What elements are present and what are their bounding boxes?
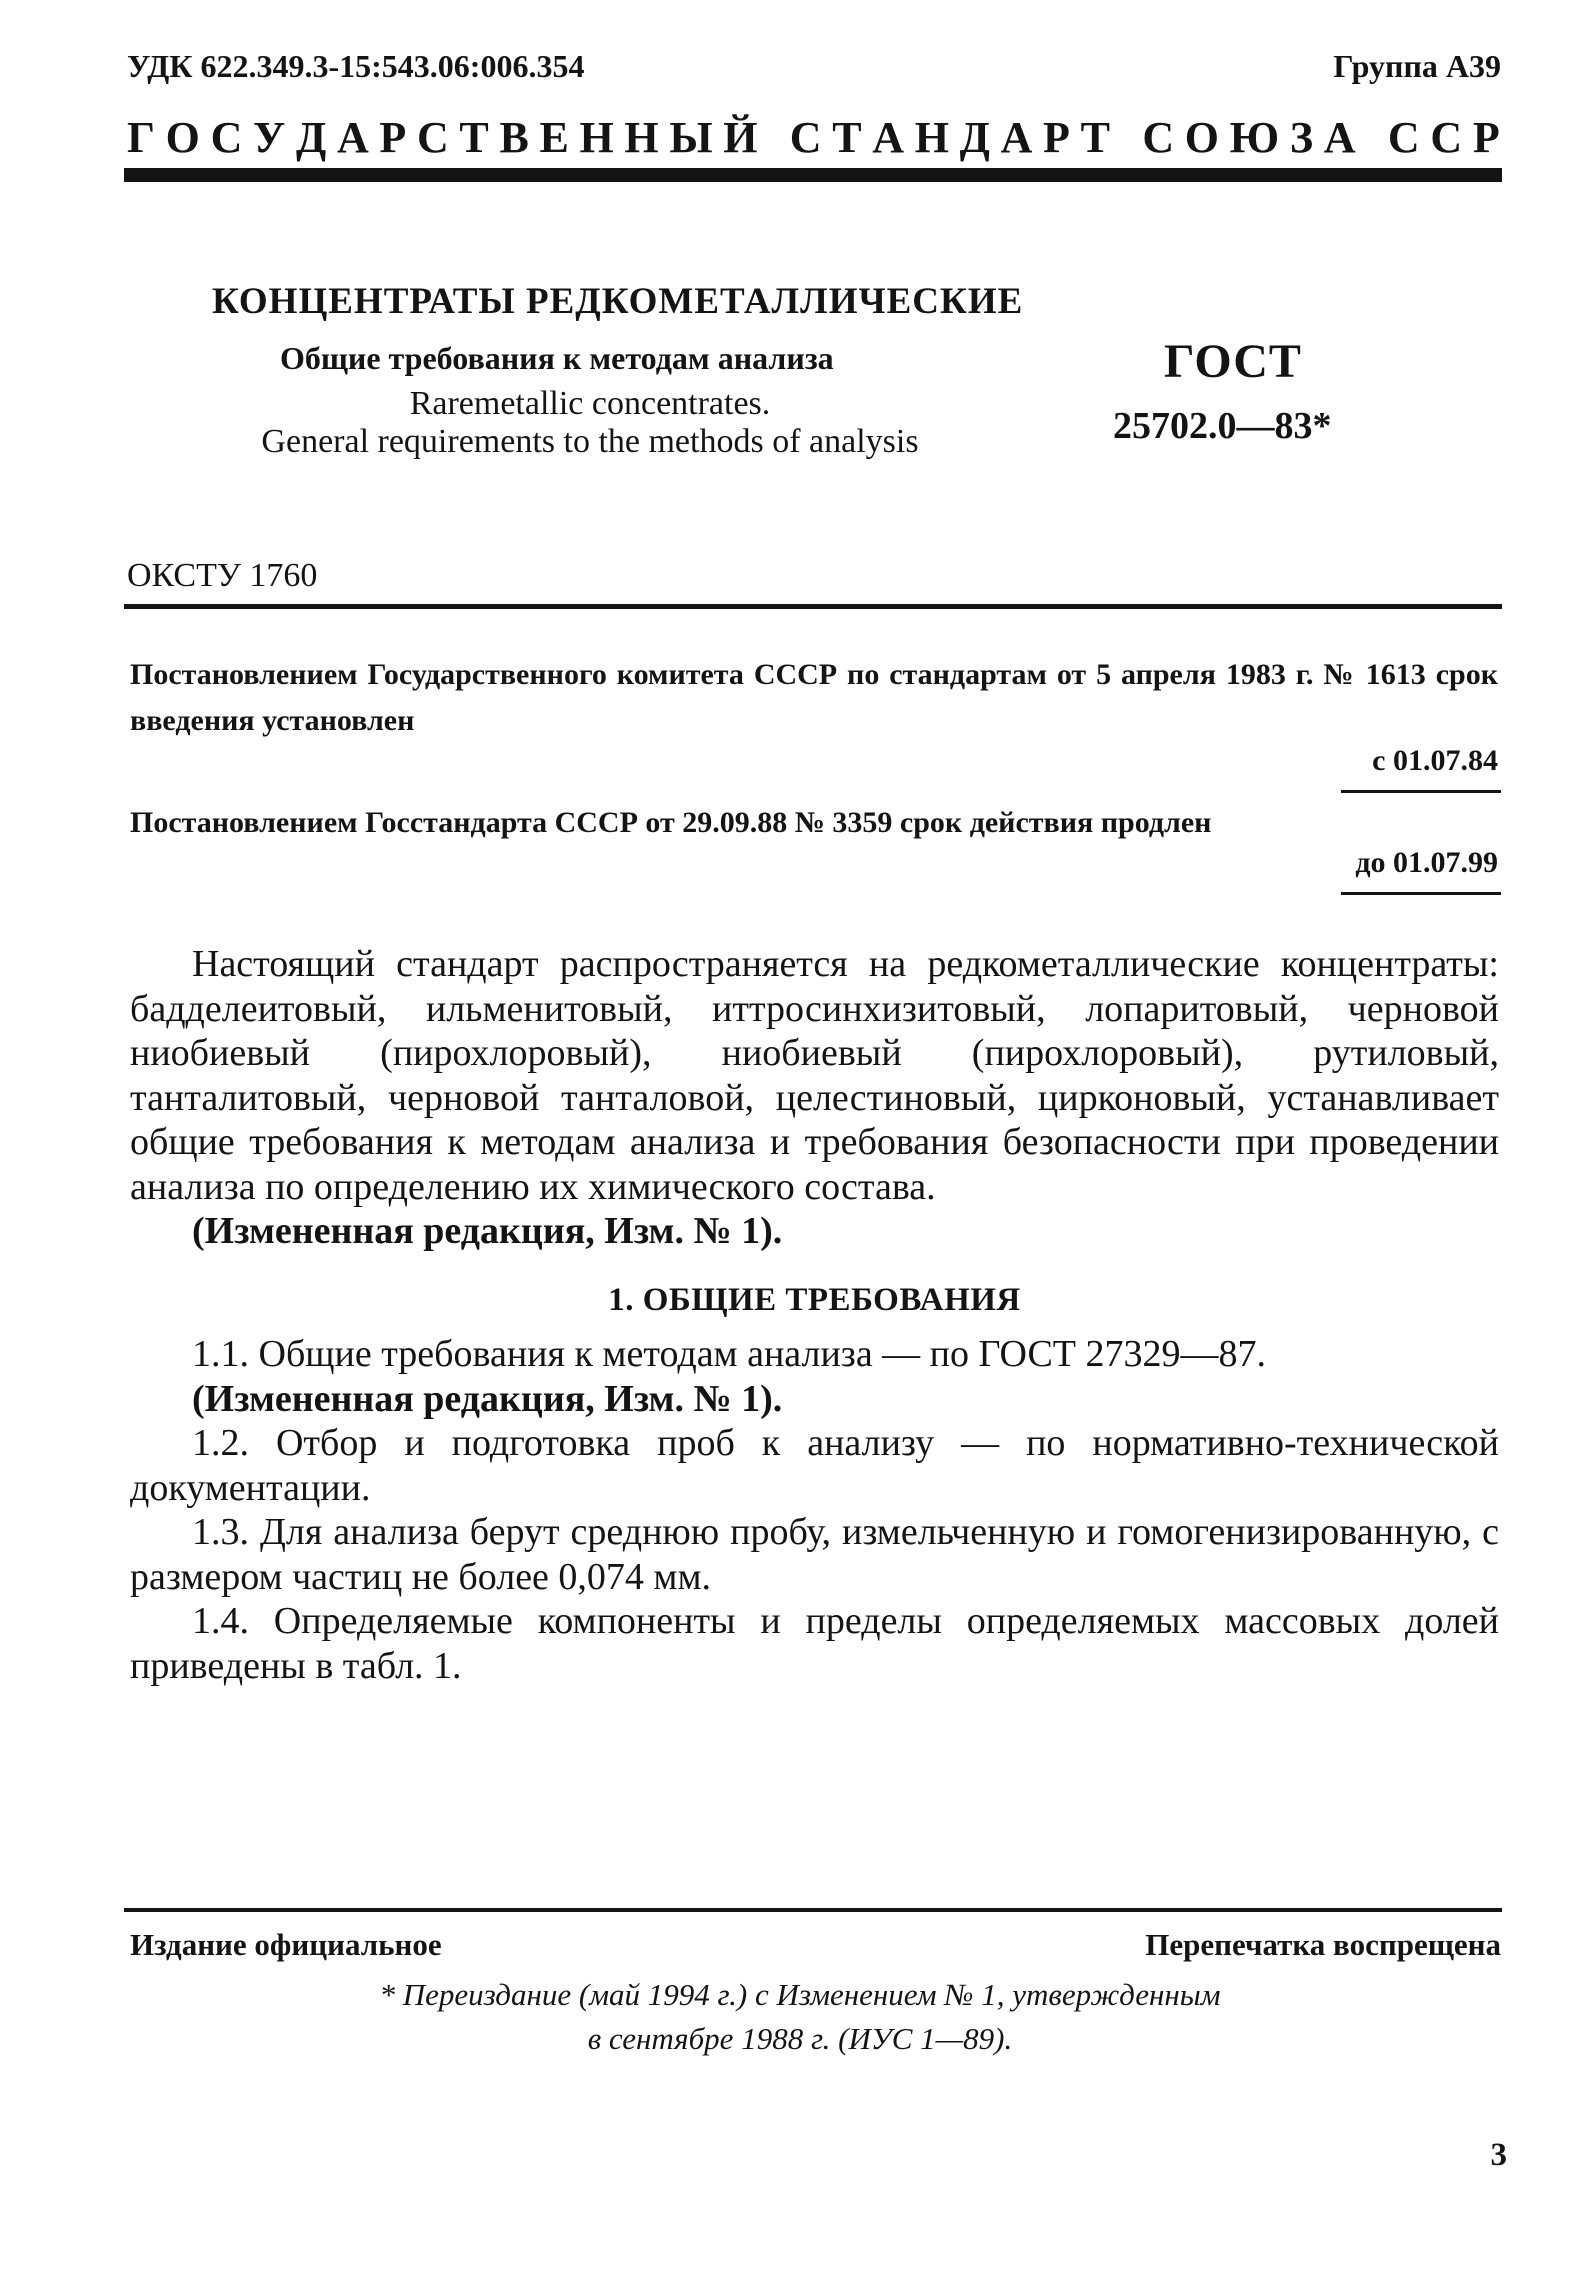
reprint-notice: Перепечатка воспрещена xyxy=(1145,1927,1501,1962)
state-standard-letter: С xyxy=(416,113,449,162)
english-title-line-2: General requirements to the methods of analysis xyxy=(261,423,919,460)
intro-paragraph: Настоящий стандарт распространяется на редкометаллические концентраты: бадделеитовый, ильменитовый, иттросинхизитовый, лопаритовый, черновой ниобиевый (пирохлоровый), ниобиевый (пирохлоровый), рутиловый, танталитовый, черновой танталовой, целестиновый, цирконовый, устанавливает общие требования к методам анализа и требования безопасности при проведении анализа по определению их химического состава. xyxy=(130,943,1499,1208)
footer-rule xyxy=(124,1908,1502,1912)
state-standard-letter: Р xyxy=(379,113,407,162)
state-standard-letter: А xyxy=(336,113,369,162)
state-standard-letter: А xyxy=(1323,113,1356,162)
state-standard-letter: С xyxy=(1142,113,1175,162)
title-rule xyxy=(124,604,1502,609)
official-edition: Издание официальное xyxy=(130,1927,442,1962)
clause-1-1: 1.1. Общие требования к методам анализа — по ГОСТ 27329—87. xyxy=(192,1333,1267,1375)
state-standard-letter: В xyxy=(499,113,529,162)
state-standard-letter: А xyxy=(872,113,905,162)
header-rule xyxy=(124,168,1502,182)
state-standard-letter: Т xyxy=(459,113,489,162)
page-number: 3 xyxy=(1490,2137,1507,2173)
state-standard-letter: Е xyxy=(539,113,569,162)
state-standard-letter xyxy=(768,112,779,163)
state-standard-letter: О xyxy=(1184,113,1219,162)
reissue-note-line-1: * Переиздание (май 1994 г.) с Изменением № 1, утвержденным xyxy=(379,1977,1221,2012)
state-standard-letter: Д xyxy=(296,113,327,162)
clause-1-2: 1.2. Отбор и подготовка проб к анализу — по нормативно-технической документации. xyxy=(130,1422,1499,1509)
date-rule xyxy=(1341,892,1501,895)
state-standard-letter xyxy=(1366,112,1377,163)
document-subtitle: Общие требования к методам анализа xyxy=(280,340,834,376)
state-standard-letter: Й xyxy=(723,113,758,162)
reissue-note xyxy=(200,1973,1400,2061)
state-standard-letter: Р xyxy=(1472,113,1500,162)
state-standard-letter xyxy=(1121,112,1132,163)
decree-first-date: с 01.07.84 xyxy=(1372,744,1498,777)
edit-note: (Измененная редакция, Изм. № 1). xyxy=(192,1377,783,1420)
state-standard-letter: Р xyxy=(1043,113,1070,162)
state-standard-letter: Т xyxy=(1080,113,1110,162)
section-heading: 1. ОБЩИЕ ТРЕБОВАНИЯ xyxy=(608,1281,1021,1318)
state-standard-letter: Т xyxy=(832,113,862,162)
state-standard-letter: Г xyxy=(127,113,155,162)
date-rule xyxy=(1341,790,1501,793)
english-title xyxy=(170,385,1010,461)
state-standard-letter: Ю xyxy=(1229,113,1280,162)
state-standard-letter: У xyxy=(253,113,286,162)
decree-second: Постановлением Госстандарта СССР от 29.09.88 № 3359 срок действия продлен xyxy=(130,806,1212,839)
document-title: КОНЦЕНТРАТЫ РЕДКОМЕТАЛЛИЧЕСКИЕ xyxy=(212,281,1024,322)
state-standard-letter: А xyxy=(1000,113,1033,162)
decree-second-date: до 01.07.99 xyxy=(1355,846,1498,879)
reissue-note-line-2: в сентябре 1988 г. (ИУС 1—89). xyxy=(587,2021,1013,2056)
state-standard-letter: С xyxy=(1387,113,1420,162)
state-standard-letter: С xyxy=(1430,113,1463,162)
state-standard-letter: З xyxy=(1289,113,1314,162)
state-standard-letter: Н xyxy=(624,113,659,162)
state-standard-letter: С xyxy=(210,113,243,162)
document-body xyxy=(130,942,1499,1688)
gost-label: ГОСТ xyxy=(1164,335,1302,388)
gost-number: 25702.0—83* xyxy=(1113,405,1332,447)
state-standard-letter: Н xyxy=(579,113,614,162)
udk-code: УДК 622.349.3-15:543.06:006.354 xyxy=(127,48,585,84)
clause-1-3: 1.3. Для анализа берут среднюю пробу, измельченную и гомогенизированную, с размером частиц не более 0,074 мм. xyxy=(130,1511,1499,1598)
state-standard-letter: Ы xyxy=(669,113,713,162)
state-standard-letter: Д xyxy=(959,113,990,162)
edit-note: (Измененная редакция, Изм. № 1). xyxy=(192,1210,783,1252)
decree-first: Постановлением Государственного комитета СССР по стандартам от 5 апреля 1983 г. № 1613 срок введения установлен xyxy=(130,658,1498,737)
group-code: Группа А39 xyxy=(1333,48,1501,84)
state-standard-heading xyxy=(127,112,1500,163)
oksty-code: ОКСТУ 1760 xyxy=(127,557,318,594)
state-standard-letter: С xyxy=(789,113,822,162)
clause-1-4: 1.4. Определяемые компоненты и пределы определяемых массовых долей приведены в табл. 1. xyxy=(130,1600,1499,1687)
state-standard-letter: Н xyxy=(914,113,949,162)
english-title-line-1: Raremetallic concentrates. xyxy=(409,385,771,422)
state-standard-letter: О xyxy=(165,113,200,162)
